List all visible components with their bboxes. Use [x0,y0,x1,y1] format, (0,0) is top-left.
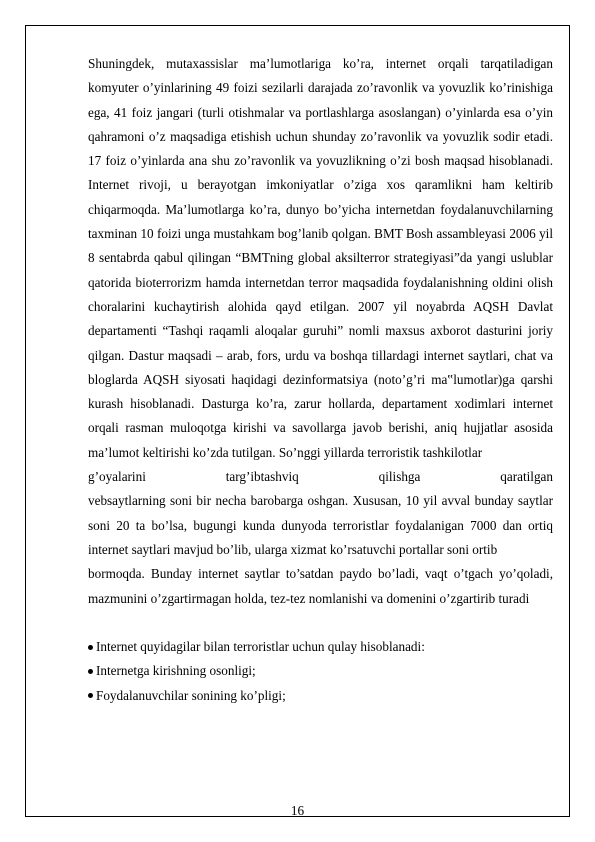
paragraph-1: Shuningdek, mutaxassislar ma’lumotlariga ko’ra, internet orqali tarqatiladigan komyuter o’yinlarining 49 foizi sezilarli darajada zo’ravonlik va yovuzlik ko’rinishiga ega, 41 foiz jangari (turli otishmalar va portlashlarga asoslangan) o’yinlarda esa o’yin qahramoni o’z maqsadiga etishish uchun shunday zo’ravonlik va yovuzlik sodir etadi. 17 foiz o’yinlarda ana shu zo’ravonlik va yovuzlikning o’zi bosh maqsad hisoblanadi. Internet rivoji, u berayotgan imkoniyatlar o’ziga xos qaramlikni ham keltirib chiqarmoqda. Ma’lumotlarga ko’ra, dunyo bo’yicha internetdan foydalanuvchilarning taxminan 10 foizi unga mustahkam bog’lanib qolgan. BMT Bosh assambleyasi 2006 yil 8 sentabrda qabul qilingan “BMTning global aksilterror strategiyasi”da yangi uslublar qatorida bioterrorizm hamda internetdan terror maqsadida foydalanishning oldini olish choralarini kuchaytirish alohida qayd etilgan. 2007 yil noyabrda AQSH Davlat departamenti “Tashqi raqamli aloqalar guruhi” nomli maxsus axborot dasturini joriy qilgan. Dastur maqsadi – arab, fors, urdu va boshqa tillardagi internet saytlari, chat va bloglarda AQSH siyosati haqidagi dezinformatsiya (noto’g’ri ma‟lumotlar)ga qarshi kurash hisoblanadi. Dasturga ko’ra, zarur hollarda, departament xodimlari internet orqali rasman muloqotga kirishi va savollarga javob berishi, aniq hujjatlar asosida ma’lumot keltirishi ko’zda tutilgan. So’nggi yillarda terroristik tashkilotlar [88,56,553,460]
spread-line [88,465,553,489]
bullet-icon [88,669,93,674]
paragraph-2: vebsaytlarning soni bir necha barobarga oshgan. Xususan, 10 yil avval bunday saytlar soni 20 ta bo’lsa, bugungi kunda dunyoda terroristlar foydalanigan 7000 dan ortiq internet saytlari mavjud bo’lib, ularga xizmat ko’rsatuvchi portallar soni ortib [88,493,553,557]
bullet-icon [88,645,93,650]
spread-word: qilishga [378,469,421,485]
bullet-item [88,684,553,708]
bullet-text: Foydalanuvchilar sonining ko’pligi; [96,687,286,703]
document-body [88,52,553,708]
spread-word: targ’ibtashviq [225,469,299,485]
bullet-text: Internet quyidagilar bilan terroristlar uchun qulay hisoblanadi: [96,639,425,655]
spread-word: g’oyalarini [88,469,146,485]
bullet-item [88,635,553,659]
bullet-item [88,659,553,683]
spread-word: qaratilgan [500,469,553,485]
bullet-text: Internetga kirishning osonligi; [96,663,256,679]
blank-line [88,611,553,635]
paragraph-3: bormoqda. Bunday internet saytlar to’satdan paydo bo’ladi, vaqt o’tgach yo’qoladi, mazmunini o’zgartirmagan holda, tez-tez nomlanishi va domenini o’zgartirib turadi [88,566,553,606]
page-number: 16 [290,803,305,818]
bullet-icon [88,693,93,698]
bullet-list [88,635,553,708]
